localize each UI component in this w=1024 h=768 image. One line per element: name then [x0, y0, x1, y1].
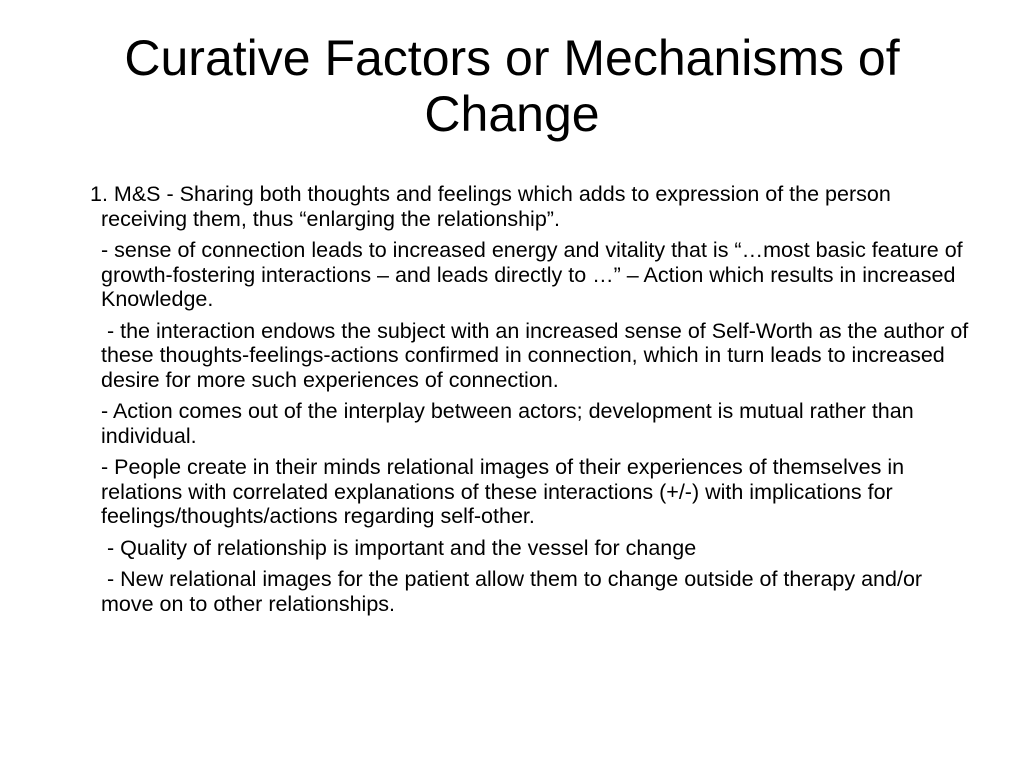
body-paragraph-1: 1. M&S - Sharing both thoughts and feelings which adds to expression of the person receiving them, thus “enlarging the relationship”. — [90, 182, 891, 231]
body-paragraph-4: - Action comes out of the interplay between actors; development is mutual rather than individual. — [101, 399, 914, 448]
slide-body — [0, 182, 1024, 623]
slide-title: Curative Factors or Mechanisms of Change — [124, 30, 900, 142]
body-paragraph-7: - New relational images for the patient allow them to change outside of therapy and/or move on to other relationships. — [101, 567, 929, 616]
body-paragraph-5: - People create in their minds relational images of their experiences of themselves in relations with correlated explanations of these interactions (+/-) with implications for feelings/thoughts/actions regarding self-other. — [101, 455, 905, 528]
body-paragraph-3: - the interaction endows the subject with an increased sense of Self-Worth as the author of these thoughts-feelings-actions confirmed in connection, which in turn leads to increased desire for more such experiences of connection. — [101, 318, 975, 392]
body-paragraph-6: - Quality of relationship is important and the vessel for change — [101, 535, 697, 560]
body-paragraph-2: - sense of connection leads to increased energy and vitality that is “…most basic feature of growth-fostering interactions – and leads directly to …” – Action which results in increased Knowledge. — [101, 238, 963, 311]
